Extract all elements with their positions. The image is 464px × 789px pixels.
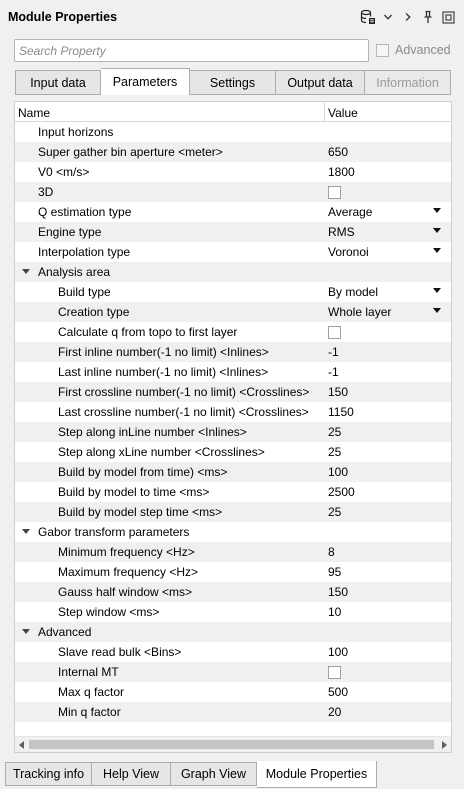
property-row[interactable]: [15, 502, 451, 522]
property-name: Q estimation type: [38, 205, 132, 219]
advanced-checkbox[interactable]: [376, 44, 389, 57]
property-value[interactable]: 1150: [328, 405, 354, 419]
property-row[interactable]: [15, 702, 451, 722]
property-name: 3D: [38, 185, 54, 199]
scroll-right-icon[interactable]: [442, 741, 447, 749]
property-name: First crossline number(-1 no limit) <Crosslines>: [58, 385, 310, 399]
property-dropdown-value[interactable]: By model: [328, 285, 379, 299]
property-name: Maximum frequency <Hz>: [58, 565, 199, 579]
property-row[interactable]: [15, 122, 451, 142]
property-row[interactable]: [15, 642, 451, 662]
property-checkbox[interactable]: [328, 325, 341, 342]
property-name: Slave read bulk <Bins>: [58, 645, 182, 659]
checkbox[interactable]: [328, 666, 341, 679]
property-name: Advanced: [38, 625, 92, 639]
grid-rows: [15, 122, 451, 722]
property-value[interactable]: 25: [328, 505, 342, 519]
property-row[interactable]: [15, 662, 451, 682]
property-row[interactable]: [15, 382, 451, 402]
panel-title: Module Properties: [8, 10, 118, 24]
property-row[interactable]: [15, 162, 451, 182]
expand-toggle-icon[interactable]: [22, 269, 30, 274]
scroll-left-icon[interactable]: [19, 741, 24, 749]
property-name: Step along inLine number <Inlines>: [58, 425, 247, 439]
property-name: Last crossline number(-1 no limit) <Crosslines>: [58, 405, 309, 419]
tab-information: [365, 70, 451, 95]
dropdown-arrow-icon[interactable]: [433, 248, 441, 253]
property-row[interactable]: [15, 342, 451, 362]
tab-module-properties[interactable]: [257, 761, 377, 788]
property-name: Max q factor: [58, 685, 125, 699]
tab-output-data[interactable]: [276, 70, 365, 95]
property-dropdown-value[interactable]: Whole layer: [328, 305, 392, 319]
checkbox[interactable]: [328, 326, 341, 339]
horizontal-scrollbar[interactable]: [15, 736, 451, 752]
tab-label: Output data: [287, 75, 353, 90]
tab-graph-view[interactable]: [171, 762, 257, 786]
property-checkbox[interactable]: [328, 185, 341, 202]
property-name: Engine type: [38, 225, 102, 239]
property-name: Step along xLine number <Crosslines>: [58, 445, 265, 459]
dropdown-arrow-icon[interactable]: [433, 208, 441, 213]
property-value[interactable]: 2500: [328, 485, 355, 499]
property-row[interactable]: [15, 222, 451, 242]
group-row[interactable]: [15, 262, 451, 282]
property-name: Input horizons: [38, 125, 114, 139]
titlebar-icons: [358, 8, 458, 26]
property-name: Gauss half window <ms>: [58, 585, 193, 599]
property-name: Step window <ms>: [58, 605, 160, 619]
property-value[interactable]: -1: [328, 345, 339, 359]
tab-label: Input data: [30, 75, 86, 90]
property-row[interactable]: [15, 542, 451, 562]
property-row[interactable]: [15, 182, 451, 202]
chevron-right-icon[interactable]: [398, 8, 418, 26]
tab-label: Tracking info: [12, 767, 85, 781]
property-row[interactable]: [15, 442, 451, 462]
property-name: Build by model to time <ms>: [58, 485, 210, 499]
database-icon[interactable]: [358, 8, 378, 26]
property-dropdown-value[interactable]: Voronoi: [328, 245, 369, 259]
property-value[interactable]: 25: [328, 425, 342, 439]
property-dropdown-value[interactable]: RMS: [328, 225, 355, 239]
restore-icon[interactable]: [438, 8, 458, 26]
tab-label: Help View: [102, 767, 160, 781]
property-name: Calculate q from topo to first layer: [58, 325, 238, 339]
property-value[interactable]: 25: [328, 445, 342, 459]
tab-label: Module Properties: [265, 767, 368, 781]
property-value[interactable]: 100: [328, 645, 349, 659]
checkbox[interactable]: [328, 186, 341, 199]
property-row[interactable]: [15, 362, 451, 382]
property-name: Build type: [58, 285, 111, 299]
property-value[interactable]: 8: [328, 545, 335, 559]
bottom-tabs: [5, 761, 377, 788]
property-row[interactable]: [15, 562, 451, 582]
property-name: Interpolation type: [38, 245, 131, 259]
property-name: Analysis area: [38, 265, 111, 279]
property-name: Creation type: [58, 305, 130, 319]
tab-label: Parameters: [112, 75, 178, 89]
property-row[interactable]: [15, 582, 451, 602]
tab-input-data[interactable]: [15, 70, 101, 95]
property-name: V0 <m/s>: [38, 165, 90, 179]
header-name[interactable]: Name: [18, 106, 51, 120]
panel-titlebar: [0, 0, 464, 34]
property-checkbox[interactable]: [328, 665, 341, 682]
property-name: Build by model from time) <ms>: [58, 465, 228, 479]
property-row[interactable]: [15, 282, 451, 302]
group-row[interactable]: [15, 522, 451, 542]
search-box: [14, 39, 369, 62]
property-name: Internal MT: [58, 665, 119, 679]
property-value[interactable]: 150: [328, 585, 349, 599]
property-row[interactable]: [15, 302, 451, 322]
property-value[interactable]: 1800: [328, 165, 355, 179]
dropdown-arrow-icon[interactable]: [433, 288, 441, 293]
advanced-toggle[interactable]: [376, 43, 451, 57]
property-row[interactable]: [15, 242, 451, 262]
header-value[interactable]: Value: [324, 102, 451, 122]
property-row[interactable]: [15, 482, 451, 502]
property-row[interactable]: [15, 462, 451, 482]
property-tabs: [15, 70, 451, 95]
property-row[interactable]: [15, 202, 451, 222]
expand-toggle-icon[interactable]: [22, 629, 30, 634]
tab-label: Settings: [209, 75, 256, 90]
property-value[interactable]: 500: [328, 685, 349, 699]
property-dropdown-value[interactable]: Average: [328, 205, 373, 219]
property-name: Build by model step time <ms>: [58, 505, 223, 519]
tab-label: Graph View: [180, 767, 247, 781]
dropdown-arrow-icon[interactable]: [433, 308, 441, 313]
dropdown-arrow-icon[interactable]: [433, 228, 441, 233]
property-row[interactable]: [15, 602, 451, 622]
property-name: Last inline number(-1 no limit) <Inlines>: [58, 365, 269, 379]
property-grid: [14, 101, 452, 753]
property-name: Min q factor: [58, 705, 121, 719]
pin-icon[interactable]: [418, 8, 438, 26]
property-value[interactable]: 10: [328, 605, 342, 619]
property-row[interactable]: [15, 322, 451, 342]
property-row[interactable]: [15, 402, 451, 422]
tab-settings[interactable]: [190, 70, 276, 95]
property-name: Minimum frequency <Hz>: [58, 545, 195, 559]
property-value[interactable]: -1: [328, 365, 339, 379]
property-value[interactable]: 95: [328, 565, 342, 579]
property-row[interactable]: [15, 682, 451, 702]
tab-parameters[interactable]: [101, 68, 190, 95]
property-value[interactable]: 100: [328, 465, 349, 479]
property-name: Super gather bin aperture <meter>: [38, 145, 223, 159]
property-value[interactable]: 20: [328, 705, 342, 719]
property-name: Gabor transform parameters: [38, 525, 190, 539]
grid-header: [15, 102, 451, 122]
property-row[interactable]: [15, 142, 451, 162]
tab-help-view[interactable]: [92, 762, 171, 786]
property-value[interactable]: 650: [328, 145, 349, 159]
property-value[interactable]: 150: [328, 385, 349, 399]
advanced-label: Advanced: [395, 43, 451, 57]
scrollbar-thumb[interactable]: [29, 740, 434, 749]
tab-label: Information: [376, 75, 439, 90]
property-name: First inline number(-1 no limit) <Inlines>: [58, 345, 269, 359]
expand-toggle-icon[interactable]: [22, 529, 30, 534]
group-row[interactable]: [15, 622, 451, 642]
property-row[interactable]: [15, 422, 451, 442]
tab-tracking-info[interactable]: [5, 762, 92, 786]
chevron-down-icon[interactable]: [378, 8, 398, 26]
search-input[interactable]: [15, 40, 368, 61]
